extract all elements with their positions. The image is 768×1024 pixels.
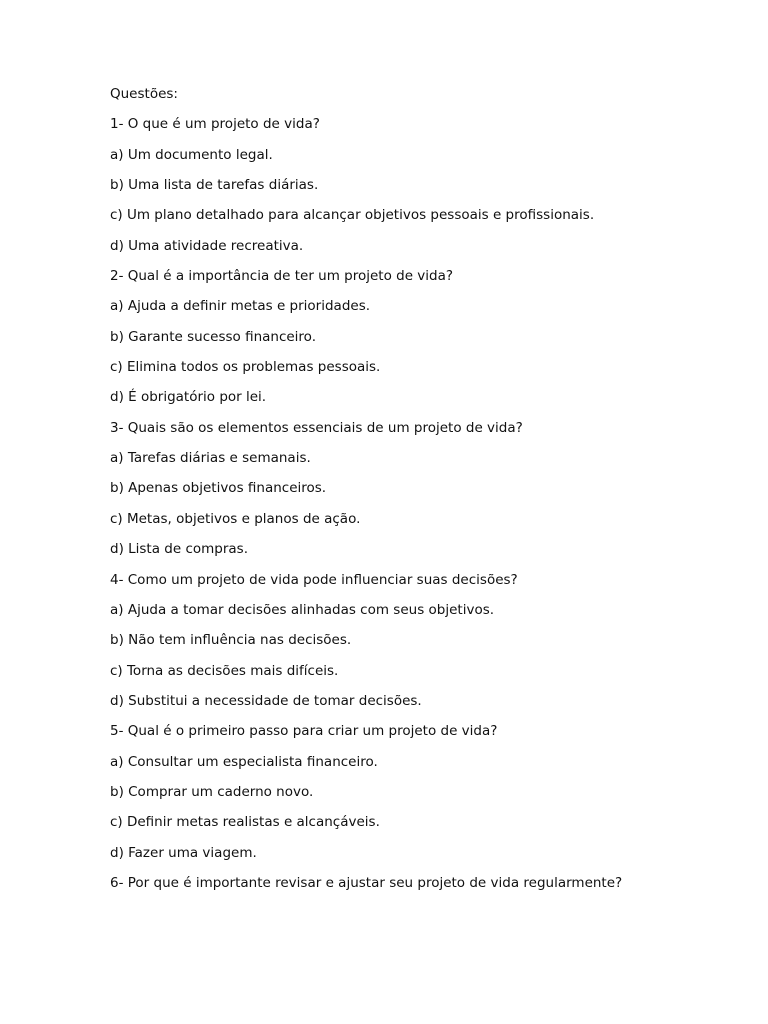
question-4-option-c: c) Torna as decisões mais difíceis. xyxy=(110,662,339,679)
question-3-option-a: a) Tarefas diárias e semanais. xyxy=(110,450,311,467)
question-1-option-b: b) Uma lista de tarefas diárias. xyxy=(110,177,319,194)
question-5-option-c: c) Definir metas realistas e alcançáveis. xyxy=(110,814,380,831)
question-4-option-d: d) Substitui a necessidade de tomar decisões. xyxy=(110,692,422,709)
question-1-option-d: d) Uma atividade recreativa. xyxy=(110,237,304,254)
question-3-option-b: b) Apenas objetivos financeiros. xyxy=(110,480,327,497)
question-5-option-d: d) Fazer uma viagem. xyxy=(110,844,257,861)
question-4-option-b: b) Não tem influência nas decisões. xyxy=(110,632,352,649)
question-5: 5- Qual é o primeiro passo para criar um projeto de vida? xyxy=(110,723,498,740)
question-4: 4- Como um projeto de vida pode influenciar suas decisões? xyxy=(110,571,518,588)
question-2-option-d: d) É obrigatório por lei. xyxy=(110,389,267,406)
question-2-option-a: a) Ajuda a definir metas e prioridades. xyxy=(110,298,371,315)
question-4-option-a: a) Ajuda a tomar decisões alinhadas com seus objetivos. xyxy=(110,601,495,618)
question-1-option-c: c) Um plano detalhado para alcançar objetivos pessoais e profissionais. xyxy=(110,207,595,224)
question-5-option-b: b) Comprar um caderno novo. xyxy=(110,783,314,800)
question-1: 1- O que é um projeto de vida? xyxy=(110,116,320,133)
question-3: 3- Quais são os elementos essenciais de um projeto de vida? xyxy=(110,419,523,436)
question-2: 2- Qual é a importância de ter um projeto de vida? xyxy=(110,268,454,285)
document-content xyxy=(110,85,730,904)
question-6: 6- Por que é importante revisar e ajustar seu projeto de vida regularmente? xyxy=(110,874,623,891)
question-3-option-d: d) Lista de compras. xyxy=(110,541,249,558)
question-1-option-a: a) Um documento legal. xyxy=(110,146,273,163)
question-2-option-b: b) Garante sucesso financeiro. xyxy=(110,328,317,345)
question-2-option-c: c) Elimina todos os problemas pessoais. xyxy=(110,359,381,376)
questions-heading: Questões: xyxy=(110,86,178,102)
question-3-option-c: c) Metas, objetivos e planos de ação. xyxy=(110,510,361,527)
question-5-option-a: a) Consultar um especialista financeiro. xyxy=(110,753,378,770)
